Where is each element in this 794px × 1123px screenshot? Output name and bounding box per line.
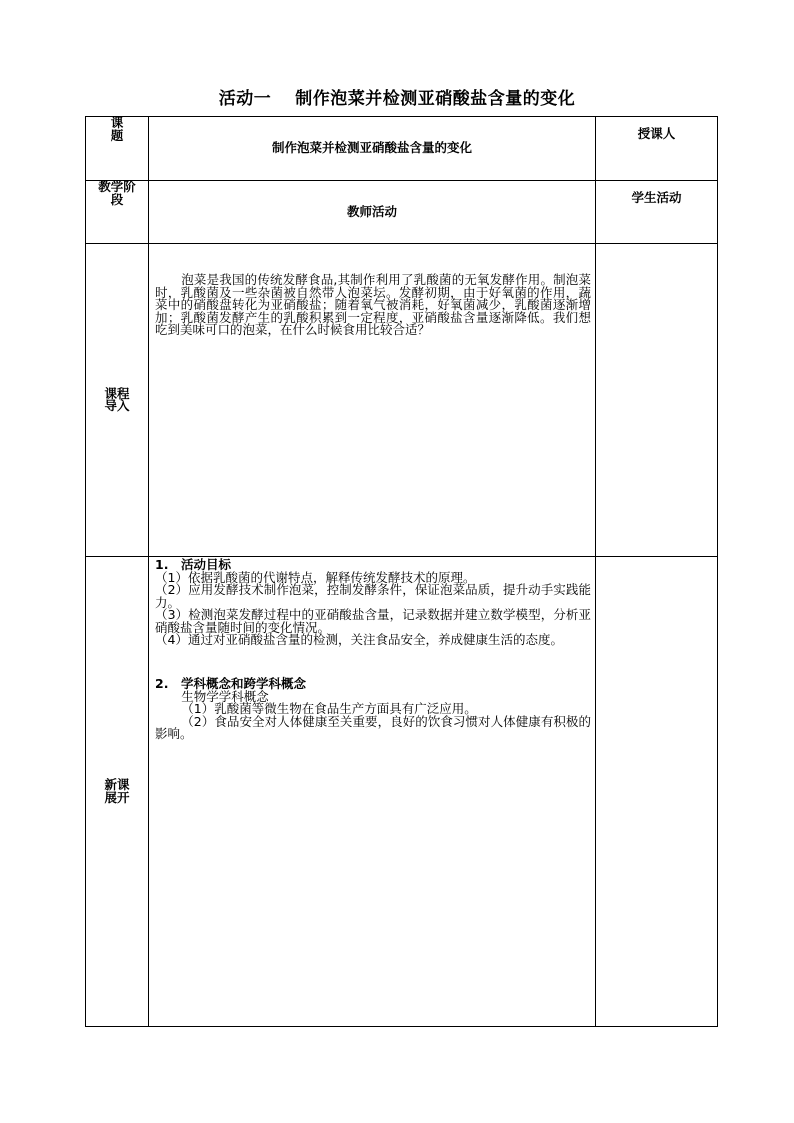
intro-paragraph: 泡菜是我国的传统发酵食品,其制作利用了乳酸菌的无氧发酵作用。制泡菜时，乳酸菌及一些杂菌被自然带人泡菜坛。发酵初期，由于好氧菌的作用，蔬菜中的硝酸盘转化为亚硝酸盐；随着氧气被消耗，好氧菌减少，乳酸菌逐渐增加；乳酸菌发酵产生的乳酸积累到一定程度，亚硝酸盐含量逐渐降低。我们想吃到美味可口的泡菜，在什么时候食用比较合适？: [155, 272, 591, 337]
teacher-name-label: 授课人: [637, 126, 676, 141]
topic-label-cell: [86, 117, 149, 181]
new-lesson-label-line2: 展开: [104, 789, 130, 805]
intro-row: [86, 244, 718, 557]
topic-label-line1: 课: [110, 115, 124, 130]
intro-content-cell: [149, 244, 596, 557]
objective-item: （4）通过对亚硝酸盐含量的检测，关注食品安全，养成健康生活的态度。: [155, 632, 563, 647]
new-lesson-label-line1: 新课: [104, 777, 130, 792]
concept-item: （1）乳酸菌等微生物在食品生产方面具有广泛应用。: [181, 701, 477, 716]
topic-value-cell: [149, 117, 596, 181]
intro-label-line2: 导入: [104, 398, 130, 413]
stage-label-line2: 段: [110, 191, 124, 207]
stage-label-cell: [86, 181, 149, 244]
subsection-title: 生物学学科概念: [181, 688, 269, 704]
objective-item: （2）应用发酵技术制作泡菜，控制发酵条件，保证泡菜品质，提升动手实践能力。: [155, 582, 591, 610]
concept-item: （2）食品安全对人体健康至关重要，良好的饮食习惯对人体健康有积极的影响。: [155, 713, 591, 741]
student-activity-header-cell: [596, 181, 718, 244]
intro-label-cell: [86, 244, 149, 557]
lesson-plan-table: [85, 116, 718, 1027]
topic-label-line2: 题: [110, 127, 124, 143]
teacher-activity-header-cell: [149, 181, 596, 244]
stage-label-line1: 教学阶: [98, 179, 136, 194]
section1-heading: 1. 活动目标: [155, 557, 231, 572]
intro-label-line1: 课程: [104, 385, 130, 401]
topic-row: [86, 117, 718, 181]
new-lesson-label-cell: [86, 557, 149, 1027]
section2-heading: 2. 学科概念和跨学科概念: [155, 676, 306, 691]
teacher-name-label-cell: [596, 117, 718, 181]
spacer: [155, 647, 591, 679]
page-title: 活动一 制作泡菜并检测亚硝酸盐含量的变化: [218, 89, 576, 109]
new-lesson-student-cell: [596, 557, 718, 1027]
student-activity-header: 学生活动: [631, 190, 682, 205]
objective-item: （3）检测泡菜发酵过程中的亚硝酸盐含量，记录数据并建立数学模型，分析亚硝酸盐含量随时间的变化情况。: [155, 607, 591, 635]
column-header-row: [86, 181, 718, 244]
new-lesson-row: [86, 557, 718, 1027]
new-lesson-content-cell: [149, 557, 596, 1027]
topic-value: 制作泡菜并检测亚硝酸盐含量的变化: [271, 140, 472, 156]
teacher-activity-header: 教师活动: [346, 203, 397, 219]
intro-student-cell: [596, 244, 718, 557]
objective-item: （1）依据乳酸菌的代谢特点，解释传统发酵技术的原理。: [155, 569, 476, 585]
